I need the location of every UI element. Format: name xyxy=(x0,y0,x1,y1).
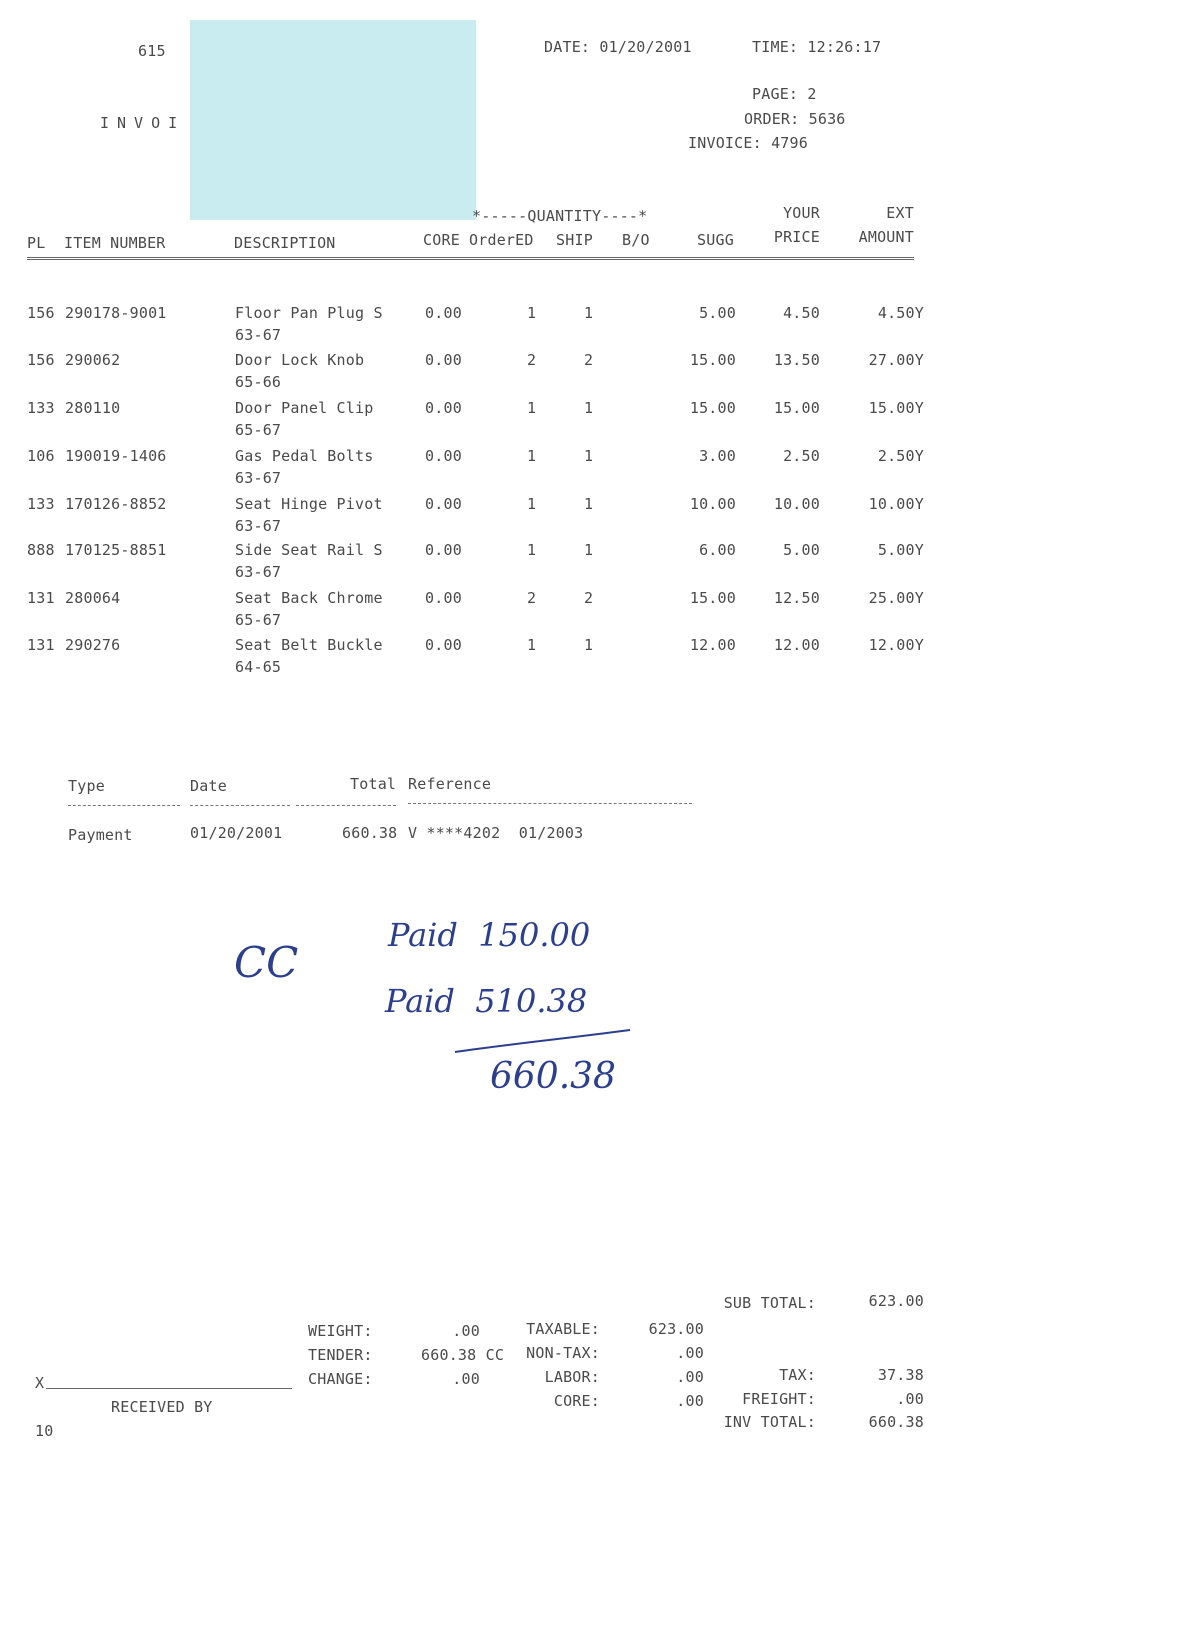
invtotal-value: 660.38 xyxy=(868,1413,924,1431)
item-core: 0.00 xyxy=(425,447,462,465)
tender-label: TENDER: xyxy=(308,1346,373,1364)
freight-label: FREIGHT: xyxy=(742,1390,816,1408)
item-amount: 10.00Y xyxy=(868,495,924,513)
tax-label: TAX: xyxy=(779,1366,816,1384)
invoice-title: INVOI xyxy=(100,114,186,132)
item-year-range: 63-67 xyxy=(235,326,282,344)
item-pl: 133 xyxy=(27,495,55,513)
invoice-date: DATE: 01/20/2001 xyxy=(544,38,692,56)
payment-divider-4 xyxy=(408,803,692,804)
item-year-range: 64-65 xyxy=(235,658,282,676)
item-ship: 1 xyxy=(584,447,594,465)
item-amount: 12.00Y xyxy=(868,636,924,654)
item-sugg: 6.00 xyxy=(699,541,736,559)
item-amount: 5.00Y xyxy=(877,541,924,559)
sugg-header: SUGG xyxy=(697,231,734,249)
labor-value: .00 xyxy=(676,1368,704,1386)
item-price: 5.00 xyxy=(783,541,820,559)
labor-label: LABOR: xyxy=(544,1368,600,1386)
item-pl: 106 xyxy=(27,447,55,465)
item-description: Gas Pedal Bolts xyxy=(235,447,374,465)
payment-divider-3 xyxy=(296,805,396,806)
item-description: Seat Belt Buckle xyxy=(235,636,383,654)
weight-label: WEIGHT: xyxy=(308,1322,373,1340)
ordered-header: OrderED xyxy=(469,231,534,249)
tender-value: 660.38 CC xyxy=(421,1346,505,1364)
item-description: Door Lock Knob xyxy=(235,351,365,369)
item-core: 0.00 xyxy=(425,589,462,607)
store-number: 615 xyxy=(138,42,166,60)
invoice-number: INVOICE: 4796 xyxy=(688,134,808,152)
item-sugg: 10.00 xyxy=(689,495,736,513)
ship-header: SHIP xyxy=(556,231,593,249)
core-label: CORE: xyxy=(553,1392,600,1410)
item-ordered: 1 xyxy=(527,495,537,513)
payment-reference: V ****4202 01/2003 xyxy=(408,824,584,842)
item-ordered: 1 xyxy=(527,304,537,322)
core-value: .00 xyxy=(676,1392,704,1410)
item-core: 0.00 xyxy=(425,636,462,654)
item-amount: 2.50Y xyxy=(877,447,924,465)
item-ship: 1 xyxy=(584,495,594,513)
item-number: 280110 xyxy=(65,399,121,417)
payment-date: 01/20/2001 xyxy=(190,824,283,842)
item-number: 290062 xyxy=(65,351,121,369)
payment-type: Payment xyxy=(68,826,133,844)
item-year-range: 63-67 xyxy=(235,517,282,535)
payment-divider-1 xyxy=(68,805,180,806)
order-number: ORDER: 5636 xyxy=(744,110,846,128)
handwritten-paid-1: Paid 150.00 xyxy=(388,916,591,954)
taxable-value: 623.00 xyxy=(648,1320,704,1338)
item-ship: 1 xyxy=(584,399,594,417)
handwritten-paid-2: Paid 510.38 xyxy=(385,982,588,1020)
payment-date-header: Date xyxy=(190,777,227,795)
payment-type-header: Type xyxy=(68,777,105,795)
change-label: CHANGE: xyxy=(308,1370,373,1388)
item-ordered: 2 xyxy=(527,351,537,369)
item-number: 170125-8851 xyxy=(65,541,167,559)
invoice-time: TIME: 12:26:17 xyxy=(752,38,882,56)
item-sugg: 12.00 xyxy=(689,636,736,654)
item-year-range: 63-67 xyxy=(235,469,282,487)
item-sugg: 15.00 xyxy=(689,351,736,369)
item-core: 0.00 xyxy=(425,541,462,559)
item-ship: 1 xyxy=(584,636,594,654)
item-number: 280064 xyxy=(65,589,121,607)
header-divider xyxy=(27,257,914,260)
item-year-range: 65-67 xyxy=(235,611,282,629)
item-ordered: 2 xyxy=(527,589,537,607)
payment-total: 660.38 xyxy=(342,824,398,842)
item-ordered: 1 xyxy=(527,541,537,559)
payment-divider-2 xyxy=(190,805,290,806)
item-price: 4.50 xyxy=(783,304,820,322)
item-price: 10.00 xyxy=(773,495,820,513)
item-pl: 156 xyxy=(27,304,55,322)
core-header: CORE xyxy=(423,231,460,249)
nontax-label: NON-TAX: xyxy=(526,1344,600,1362)
item-ship: 2 xyxy=(584,351,594,369)
handwritten-total: 660.38 xyxy=(490,1056,616,1097)
quantity-group-header: *-----QUANTITY----* xyxy=(472,207,648,225)
item-ordered: 1 xyxy=(527,447,537,465)
your-header: YOUR xyxy=(783,204,820,222)
received-by-label: RECEIVED BY xyxy=(111,1398,213,1416)
item-core: 0.00 xyxy=(425,399,462,417)
item-pl: 133 xyxy=(27,399,55,417)
item-description: Seat Hinge Pivot xyxy=(235,495,383,513)
handwritten-cc: CC xyxy=(234,938,299,987)
item-price: 15.00 xyxy=(773,399,820,417)
item-number: 190019-1406 xyxy=(65,447,167,465)
item-year-range: 65-66 xyxy=(235,373,282,391)
subtotal-label: SUB TOTAL: xyxy=(723,1294,816,1312)
item-pl: 156 xyxy=(27,351,55,369)
item-price: 13.50 xyxy=(773,351,820,369)
payment-total-header: Total xyxy=(350,775,397,793)
item-core: 0.00 xyxy=(425,495,462,513)
item-number: 290276 xyxy=(65,636,121,654)
item-ship: 1 xyxy=(584,541,594,559)
amount-header: AMOUNT xyxy=(858,228,914,246)
ext-header: EXT xyxy=(886,204,914,222)
nontax-value: .00 xyxy=(676,1344,704,1362)
item-core: 0.00 xyxy=(425,351,462,369)
item-amount: 4.50Y xyxy=(877,304,924,322)
item-sugg: 15.00 xyxy=(689,399,736,417)
item-pl: 888 xyxy=(27,541,55,559)
page-number: PAGE: 2 xyxy=(752,85,817,103)
item-description: Seat Back Chrome xyxy=(235,589,383,607)
description-header: DESCRIPTION xyxy=(234,234,336,252)
pl-header: PL xyxy=(27,234,46,252)
item-description: Side Seat Rail S xyxy=(235,541,383,559)
item-price: 12.50 xyxy=(773,589,820,607)
item-number-header: ITEM NUMBER xyxy=(64,234,166,252)
change-value: .00 xyxy=(452,1370,480,1388)
item-year-range: 65-67 xyxy=(235,421,282,439)
item-core: 0.00 xyxy=(425,304,462,322)
weight-value: .00 xyxy=(452,1322,480,1340)
item-year-range: 63-67 xyxy=(235,563,282,581)
item-ordered: 1 xyxy=(527,399,537,417)
item-price: 2.50 xyxy=(783,447,820,465)
footer-code: 10 xyxy=(35,1422,54,1440)
item-sugg: 3.00 xyxy=(699,447,736,465)
bo-header: B/O xyxy=(622,231,650,249)
signature-line xyxy=(46,1388,292,1389)
price-header: PRICE xyxy=(773,228,820,246)
signature-x: X xyxy=(35,1374,45,1392)
item-sugg: 15.00 xyxy=(689,589,736,607)
item-price: 12.00 xyxy=(773,636,820,654)
item-sugg: 5.00 xyxy=(699,304,736,322)
tax-value: 37.38 xyxy=(877,1366,924,1384)
item-number: 170126-8852 xyxy=(65,495,167,513)
sticky-note xyxy=(190,20,476,220)
item-ordered: 1 xyxy=(527,636,537,654)
item-description: Door Panel Clip xyxy=(235,399,374,417)
item-description: Floor Pan Plug S xyxy=(235,304,383,322)
item-ship: 1 xyxy=(584,304,594,322)
subtotal-value: 623.00 xyxy=(868,1292,924,1310)
taxable-label: TAXABLE: xyxy=(526,1320,600,1338)
item-number: 290178-9001 xyxy=(65,304,167,322)
item-ship: 2 xyxy=(584,589,594,607)
item-amount: 25.00Y xyxy=(868,589,924,607)
item-pl: 131 xyxy=(27,589,55,607)
item-amount: 15.00Y xyxy=(868,399,924,417)
item-pl: 131 xyxy=(27,636,55,654)
freight-value: .00 xyxy=(896,1390,924,1408)
payment-reference-header: Reference xyxy=(408,775,492,793)
item-amount: 27.00Y xyxy=(868,351,924,369)
invtotal-label: INV TOTAL: xyxy=(723,1413,816,1431)
